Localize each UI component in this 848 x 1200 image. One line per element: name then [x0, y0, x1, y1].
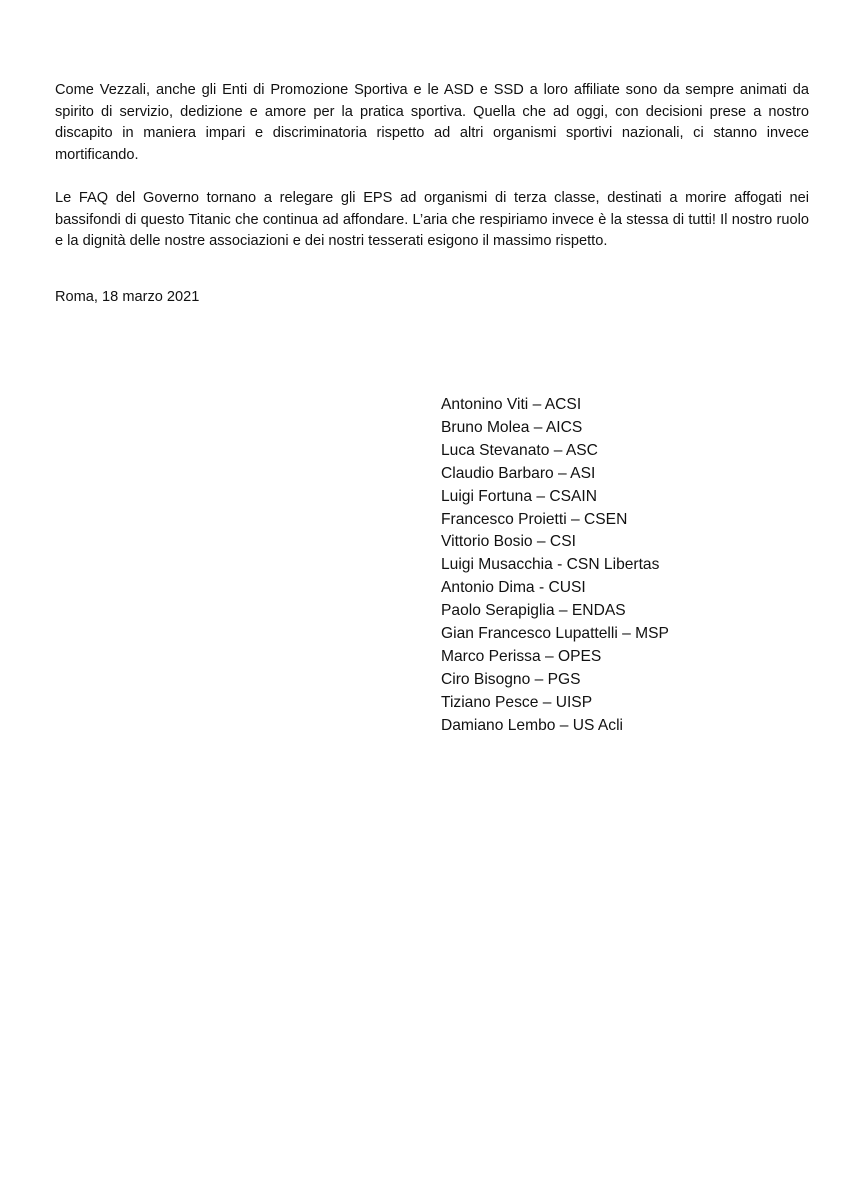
signatory-item: Luca Stevanato – ASC: [441, 441, 598, 459]
signatory-item: Francesco Proietti – CSEN: [441, 510, 628, 528]
signatory-item: Ciro Bisogno – PGS: [441, 670, 581, 688]
signatory-item: Antonio Dima - CUSI: [441, 579, 586, 597]
signatory-item: Luigi Fortuna – CSAIN: [441, 487, 598, 505]
signatory-item: Luigi Musacchia - CSN Libertas: [441, 556, 660, 574]
signatory-item: Paolo Serapiglia – ENDAS: [441, 602, 626, 620]
signatory-item: Damiano Lembo – US Acli: [441, 716, 624, 734]
signatories-list: [441, 394, 669, 738]
signatory-item: Bruno Molea – AICS: [441, 418, 583, 436]
signatory-item: Vittorio Bosio – CSI: [441, 533, 576, 551]
signatory-item: Tiziano Pesce – UISP: [441, 693, 593, 711]
body-paragraph-2: Le FAQ del Governo tornano a relegare gli EPS ad organismi di terza classe, destinati a morire affogati nei bassifondi di questo Titanic che continua ad affondare. L’aria che respiriamo invece è la stessa di tutti! Il nostro ruolo e la dignità delle nostre associazioni e dei nostri tesserati esigono il massimo rispetto.: [55, 190, 809, 249]
place-date: Roma, 18 marzo 2021: [55, 289, 200, 305]
signatory-item: Claudio Barbaro – ASI: [441, 464, 596, 482]
signatory-item: Gian Francesco Lupattelli – MSP: [441, 625, 669, 643]
signatory-item: Antonino Viti – ACSI: [441, 396, 582, 413]
body-paragraph-1: Come Vezzali, anche gli Enti di Promozione Sportiva e le ASD e SSD a loro affiliate sono da sempre animati da spirito di servizio, dedizione e amore per la pratica sportiva. Quella che ad oggi, con decisioni prese a nostro discapito in maniera impari e discriminatoria rispetto ad altri organismi sportivi nazionali, ci stanno invece mortificando.: [55, 82, 809, 163]
signatory-item: Marco Perissa – OPES: [441, 647, 602, 665]
